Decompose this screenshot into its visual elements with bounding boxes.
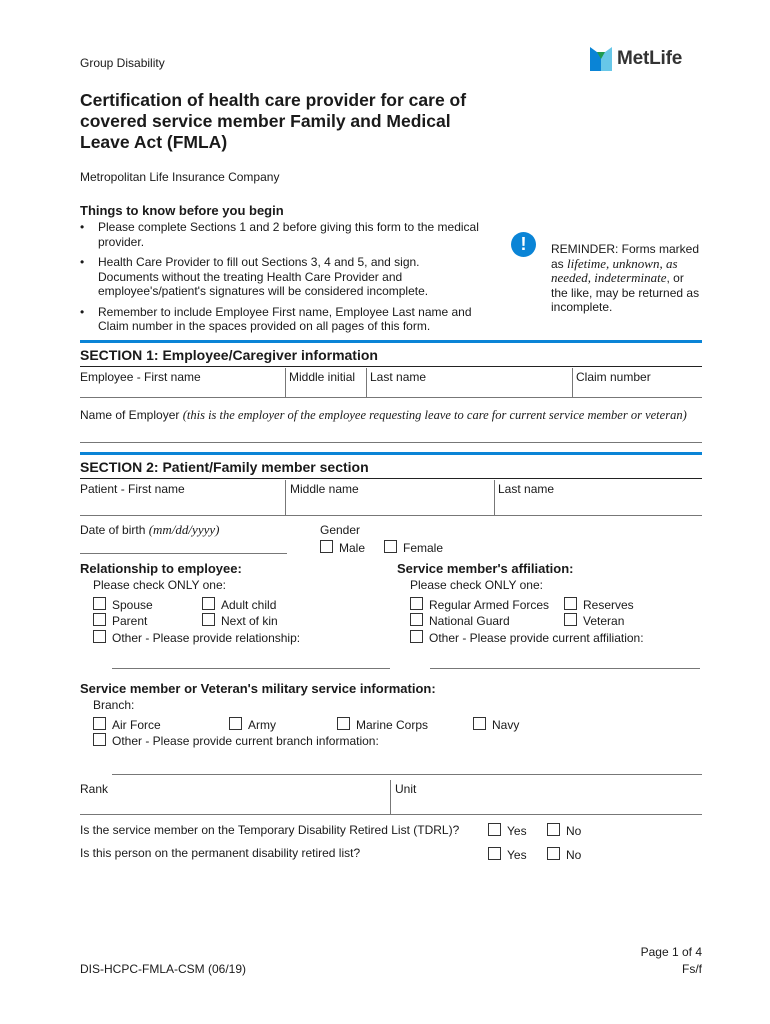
intro-bullet: • Remember to include Employee First name, Employee Last name and Claim number in the spaces provided on all pages of this form.	[80, 305, 480, 334]
tdrl-yes-option[interactable]	[488, 823, 527, 838]
pdrl-no-option[interactable]	[547, 847, 581, 862]
pdrl-question: Is this person on the permanent disability retired list?	[80, 846, 361, 860]
patient-middle-name-label: Middle name	[290, 482, 359, 496]
branch-other-option[interactable]	[93, 733, 379, 748]
checkbox[interactable]	[202, 597, 215, 610]
option-label: Yes	[507, 848, 527, 862]
branch-navy-option[interactable]	[473, 717, 519, 732]
reminder-note	[551, 242, 701, 315]
form-code: DIS-HCPC-FMLA-CSM (06/19)	[80, 962, 247, 976]
dob-label-text: Date of birth	[80, 523, 146, 537]
option-label: Parent	[112, 614, 148, 628]
patient-first-name-label: Patient - First name	[80, 482, 185, 496]
employer-name-label	[80, 408, 705, 423]
branch-army-option[interactable]	[229, 717, 276, 732]
checkbox[interactable]	[93, 717, 106, 730]
branch-air-force-option[interactable]	[93, 717, 161, 732]
divider	[572, 368, 573, 397]
option-label: Next of kin	[221, 614, 278, 628]
page-info	[560, 944, 702, 978]
option-label: Yes	[507, 824, 527, 838]
option-label: Marine Corps	[356, 718, 429, 732]
relationship-spouse-option[interactable]	[93, 597, 153, 612]
section2-rule	[80, 478, 702, 479]
option-label: No	[566, 824, 582, 838]
intro-bullets	[80, 220, 480, 340]
checkbox[interactable]	[93, 630, 106, 643]
divider	[285, 480, 286, 515]
affiliation-instruction: Please check ONLY one:	[410, 578, 543, 592]
intro-bullet: • Health Care Provider to fill out Sections 3, 4 and 5, and sign. Documents without the treating Health Care Provider and employee's/patient's signatures will be considered incomplete.	[80, 255, 480, 299]
affiliation-veteran-option[interactable]	[564, 613, 624, 628]
section1-rule	[80, 366, 702, 367]
affiliation-national-guard-option[interactable]	[410, 613, 510, 628]
option-label: Other - Please provide current affiliation:	[429, 631, 644, 645]
section2-bar	[80, 452, 702, 455]
checkbox[interactable]	[488, 847, 501, 860]
checkbox[interactable]	[93, 597, 106, 610]
affiliation-heading: Service member's affiliation:	[397, 561, 574, 576]
relationship-adult-child-option[interactable]	[202, 597, 276, 612]
intro-bullet-text: Please complete Sections 1 and 2 before giving this form to the medical provider.	[98, 220, 479, 249]
option-label: National Guard	[429, 614, 510, 628]
dob-format: (mm/dd/yyyy)	[148, 522, 220, 537]
checkbox[interactable]	[93, 613, 106, 626]
affiliation-reserves-option[interactable]	[564, 597, 634, 612]
header-label: Group Disability	[80, 56, 165, 70]
divider	[494, 480, 495, 515]
relationship-instruction: Please check ONLY one:	[93, 578, 226, 592]
option-label: Regular Armed Forces	[429, 598, 550, 612]
intro-bullet: • Please complete Sections 1 and 2 before giving this form to the medical provider.	[80, 220, 479, 249]
tdrl-no-option[interactable]	[547, 823, 581, 838]
metlife-logo-icon	[590, 47, 612, 71]
tdrl-question: Is the service member on the Temporary Disability Retired List (TDRL)?	[80, 823, 460, 837]
reminder-prefix: REMINDER: Forms marked as	[551, 242, 700, 271]
affiliation-regular-option[interactable]	[410, 597, 549, 612]
checkbox[interactable]	[564, 597, 577, 610]
intro-heading: Things to know before you begin	[80, 203, 284, 218]
option-label: Veteran	[583, 614, 625, 628]
checkbox[interactable]	[229, 717, 242, 730]
metlife-logo-text: MetLife	[617, 48, 683, 69]
employee-first-name-label: Employee - First name	[80, 370, 201, 384]
affiliation-other-option[interactable]	[410, 630, 644, 645]
metlife-logo	[590, 46, 700, 72]
relationship-other-option[interactable]	[93, 630, 300, 645]
divider	[390, 780, 391, 814]
option-label: Female	[403, 541, 444, 555]
intro-bullet-text: Health Care Provider to fill out Sections 3, 4 and 5, and sign. Documents without the treating Health Care Provider and employee's/patient's signatures will be considered incomplete.	[98, 255, 429, 298]
option-label: Adult child	[221, 598, 277, 612]
option-label: Navy	[492, 718, 520, 732]
checkbox[interactable]	[320, 540, 333, 553]
reminder-suffix: , or the like, may be returned as incomplete.	[551, 271, 700, 314]
option-label: Other - Please provide relationship:	[112, 631, 301, 645]
checkbox[interactable]	[547, 847, 560, 860]
checkbox[interactable]	[384, 540, 397, 553]
patient-last-name-label: Last name	[498, 482, 555, 496]
employer-note: (this is the employer of the employee requesting leave to care for current service member or veteran)	[182, 408, 687, 422]
checkbox[interactable]	[93, 733, 106, 746]
page-code: Fs/f	[682, 962, 702, 976]
checkbox[interactable]	[547, 823, 560, 836]
rank-unit-field-line[interactable]	[80, 814, 702, 815]
employer-field-line[interactable]	[80, 442, 702, 443]
field-line[interactable]	[80, 397, 702, 398]
dob-field-line[interactable]	[80, 553, 287, 554]
option-label: No	[566, 848, 582, 862]
divider	[285, 368, 286, 397]
checkbox[interactable]	[410, 630, 423, 643]
relationship-next-of-kin-option[interactable]	[202, 613, 278, 628]
field-line[interactable]	[80, 515, 702, 516]
page-number: Page 1 of 4	[640, 945, 702, 959]
gender-male-option[interactable]	[320, 540, 365, 555]
military-heading: Service member or Veteran's military service information:	[80, 681, 436, 696]
option-label: Air Force	[112, 718, 161, 732]
form-title: Certification of health care provider for care of covered service member Family and Medical Leave Act (FMLA)	[80, 90, 467, 152]
unit-label: Unit	[395, 782, 417, 796]
dob-label	[80, 522, 219, 538]
pdrl-yes-option[interactable]	[488, 847, 527, 862]
checkbox[interactable]	[488, 823, 501, 836]
intro-bullet-text: Remember to include Employee First name, Employee Last name and Claim number in the spaces provided on all pages of this form.	[98, 304, 472, 333]
gender-label: Gender	[320, 523, 361, 537]
relationship-parent-option[interactable]	[93, 613, 147, 628]
checkbox[interactable]	[564, 613, 577, 626]
checkbox[interactable]	[410, 613, 423, 626]
checkbox[interactable]	[202, 613, 215, 626]
employer-label-text: Name of Employer	[80, 408, 180, 422]
company-name: Metropolitan Life Insurance Company	[80, 170, 280, 184]
relationship-heading: Relationship to employee:	[80, 561, 242, 576]
section1-title: SECTION 1: Employee/Caregiver information	[80, 347, 378, 363]
claim-number-label: Claim number	[576, 370, 651, 384]
section2-title: SECTION 2: Patient/Family member section	[80, 459, 369, 475]
branch-marine-corps-option[interactable]	[337, 717, 428, 732]
exclamation-icon: !	[511, 232, 536, 257]
checkbox[interactable]	[473, 717, 486, 730]
option-label: Male	[339, 541, 366, 555]
option-label: Other - Please provide current branch information:	[112, 734, 379, 748]
rank-label: Rank	[80, 782, 109, 796]
option-label: Reserves	[583, 598, 634, 612]
branch-other-field-line[interactable]	[112, 774, 702, 775]
checkbox[interactable]	[410, 597, 423, 610]
employee-last-name-label: Last name	[370, 370, 427, 384]
checkbox[interactable]	[337, 717, 350, 730]
divider	[366, 368, 367, 397]
reminder-terms: lifetime, unknown, as needed, indeterminate	[551, 255, 678, 285]
option-label: Spouse	[112, 598, 153, 612]
branch-label: Branch:	[93, 698, 135, 712]
section1-bar	[80, 340, 702, 343]
middle-initial-label: Middle initial	[289, 370, 356, 384]
relationship-other-field-line[interactable]	[112, 668, 390, 669]
affiliation-other-field-line[interactable]	[430, 668, 700, 669]
gender-female-option[interactable]	[384, 540, 443, 555]
option-label: Army	[248, 718, 276, 732]
